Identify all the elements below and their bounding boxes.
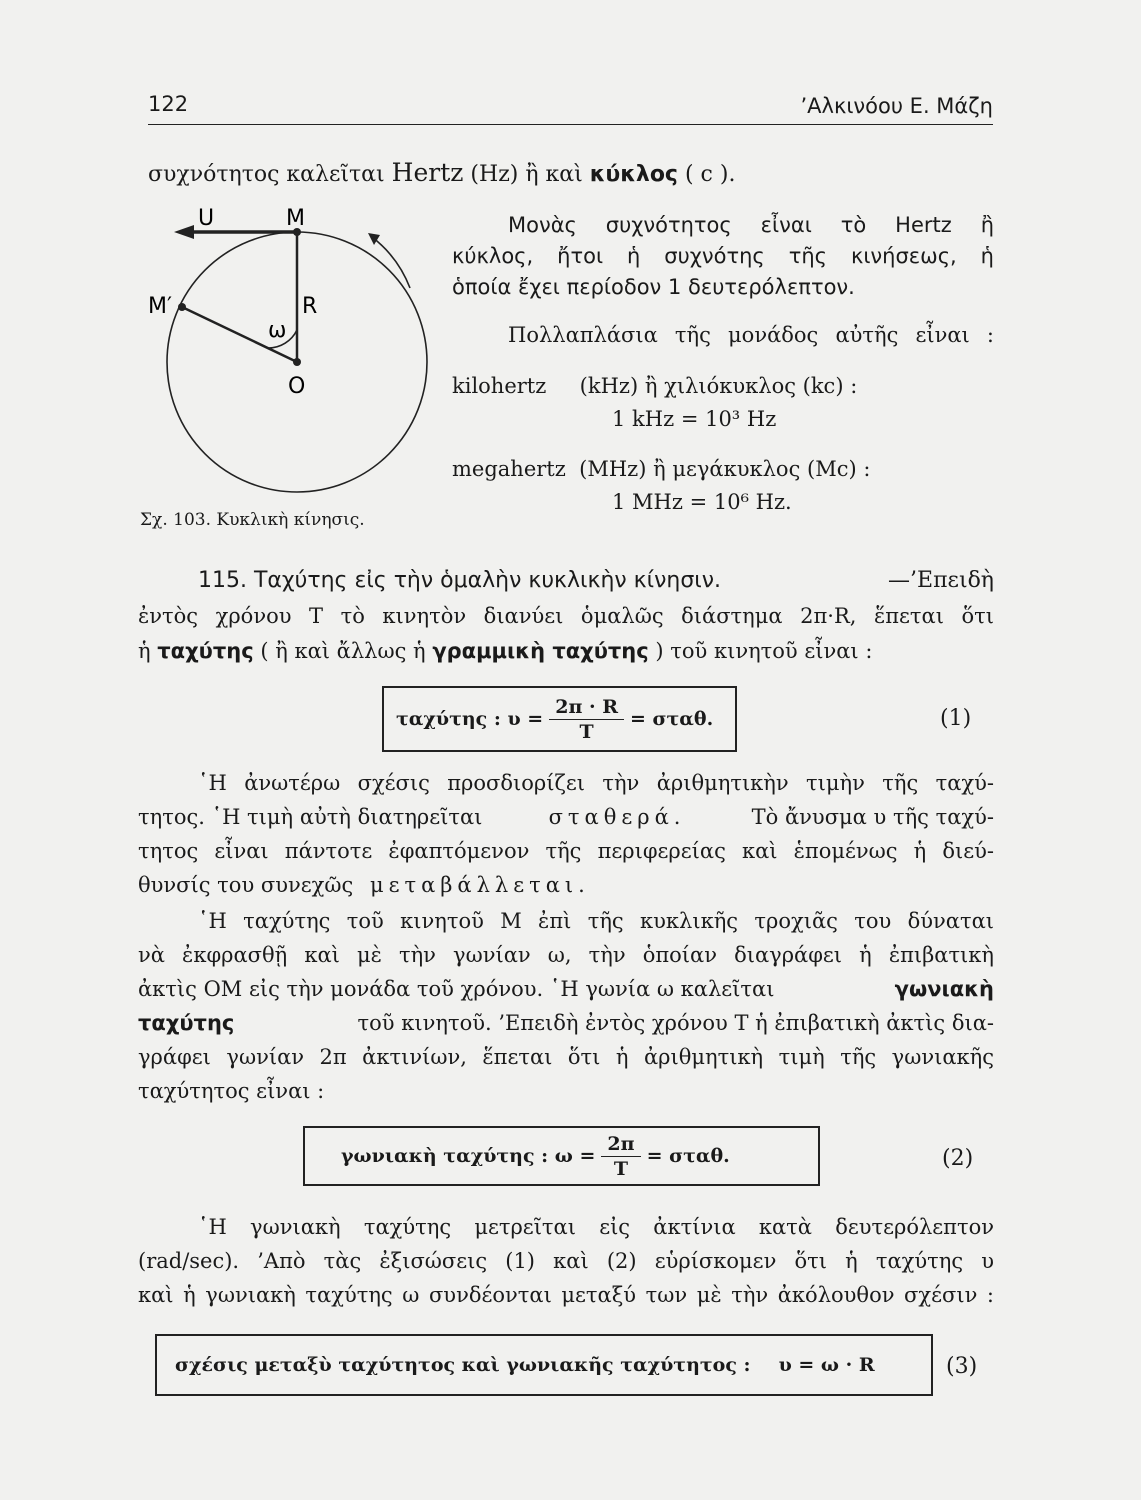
right-line-1: Μονὰς συχνότητος εἶναι τὸ Hertz ἢ [508,213,994,237]
eq1-numerator: 2π · R [549,695,624,720]
para1-l2-c: Τὸ ἄνυσμα υ τῆς ταχύ- [751,805,994,829]
megahertz-line: megahertz (MHz) ἢ μεγάκυκλος (Mc) : [452,457,871,481]
eq2-denominator: T [613,1157,629,1180]
eq1-left: ταχύτης : υ = [396,708,544,730]
para1-line-2 [138,802,994,832]
eq1-number: (1) [940,706,972,731]
para1-line-1: ῾Η ἀνωτέρω σχέσις προσδιορίζει τὴν ἀριθμητικὴν τιμὴν τῆς ταχύ- [198,771,994,795]
equation-3-box [155,1334,933,1396]
right-line-4: Πολλαπλάσια τῆς μονάδος αὐτῆς εἶναι : [508,323,994,347]
para2-l4-b: τοῦ κινητοῦ. ’Επειδὴ ἐντὸς χρόνου T ἡ ἐπιβατικὴ ἀκτὶς δια- [357,1011,994,1035]
section-line3-a: ἡ [138,639,151,663]
section-line3-e: ) τοῦ κινητοῦ εἶναι : [655,639,873,663]
equation-1-box [382,686,737,752]
label-u: U [198,206,215,231]
para1-l4-a: θυνσίς του συνεχῶς [138,873,354,897]
velocity-arrowhead-icon [174,225,194,239]
eq2-number: (2) [942,1146,974,1171]
section-line3-c: ( ἢ καὶ ἄλλως ἡ [260,639,426,663]
intro-or: ἢ καὶ [525,162,583,187]
para2-line-4 [138,1008,994,1038]
label-o: O [288,374,306,399]
para1-line-4 [138,870,994,900]
para2-line-3 [138,974,994,1004]
circular-motion-figure [140,195,440,515]
para2-l4-a: ταχύτης [138,1011,235,1035]
section-line-2: ἐντὸς χρόνου T τὸ κινητὸν διανύει ὁμαλῶς διάστημα 2π·R, ἕπεται ὅτι [138,604,994,628]
rotation-arc [372,237,410,288]
eq3-number: (3) [946,1354,978,1379]
eq2-right: = σταθ. [646,1145,730,1167]
para1-line-3: τητος εἶναι πάντοτε ἐφαπτόμενον τῆς περιφερείας καὶ ἑπομένως ἡ διεύ- [138,839,994,863]
intro-kyklos: κύκλος [589,162,678,187]
para2-line-5: γράφει γωνίαν 2π ἀκτινίων, ἕπεται ὅτι ἡ ἀριθμητικὴ τιμὴ τῆς γωνιακῆς [138,1045,994,1069]
label-m: M [286,206,305,231]
kilohertz-eq: 1 kHz = 10³ Hz [612,407,777,431]
eq2-left: γωνιακὴ ταχύτης : ω = [341,1145,596,1167]
section-heading-line [198,566,994,596]
eq3-text: σχέσις μεταξὺ ταχύτητος καὶ γωνιακῆς ταχύτητος : [175,1354,751,1376]
kilohertz-line: kilohertz (kHz) ἢ χιλιόκυκλος (kc) : [452,374,858,398]
label-omega: ω [268,318,287,343]
equation-2-box [303,1126,820,1186]
center-point-o [293,358,301,366]
section-line3-b: ταχύτης [157,639,254,663]
eq2-numerator: 2π [601,1132,640,1157]
eq3-formula: υ = ω · R [778,1354,875,1376]
eq1-fraction [549,695,624,744]
header-rule [148,124,993,125]
figure-caption: Σχ. 103. Κυκλικὴ κίνησις. [140,510,365,530]
rotation-arrowhead-icon [368,233,380,245]
intro-prefix: συχνότητος καλεῖται [148,162,385,187]
label-m-prime: M′ [148,294,172,319]
para2-line-6: ταχύτητος εἶναι : [138,1079,325,1103]
intro-c: ( c ). [684,162,736,187]
para1-l4-b: μεταβάλλεται. [369,873,590,897]
para2-l3-a: ἀκτὶς OM εἰς τὴν μονάδα τοῦ χρόνου. ῾Η γωνία ω καλεῖται [138,977,775,1001]
eq1-denominator: T [579,720,594,743]
eq2-fraction [601,1132,640,1181]
section-line3-d: γραμμικὴ ταχύτης [432,639,649,663]
para2-line-2: νὰ ἐκφρασθῇ καὶ μὲ τὴν γωνίαν ω, τὴν ὁποίαν διαγράφει ἡ ἐπιβατικὴ [138,943,994,967]
right-line-2: κύκλος, ἤτοι ἡ συχνότης τῆς κινήσεως, ἡ [452,244,994,268]
right-line-3: ὁποία ἔχει περίοδον 1 δευτερόλεπτον. [452,275,855,299]
section-line-3 [138,636,994,666]
label-r: R [302,294,318,319]
intro-hertz: Hertz [391,158,464,187]
intro-line [148,158,1014,190]
running-title: ’Αλκινόου Ε. Μάζη [800,94,993,118]
section-heading-tail: —’Επειδὴ [888,568,994,593]
para2-l3-b: γωνιακὴ [894,977,994,1001]
eq1-right: = σταθ. [629,708,714,730]
point-m-prime [178,303,186,311]
intro-hz: (Hz) [470,162,519,187]
page-number: 122 [148,92,189,116]
megahertz-eq: 1 MHz = 10⁶ Hz. [612,490,792,514]
para3-line-1: ῾Η γωνιακὴ ταχύτης μετρεῖται εἰς ἀκτίνια κατὰ δευτερόλεπτον [198,1215,994,1239]
para1-l2-a: τητος. ῾Η τιμὴ αὐτὴ διατηρεῖται [138,805,483,829]
para2-line-1: ῾Η ταχύτης τοῦ κινητοῦ M ἐπὶ τῆς κυκλικῆς τροχιᾶς του δύναται [198,909,994,933]
para3-line-3: καὶ ἡ γωνιακὴ ταχύτης ω συνδέονται μεταξύ των μὲ τὴν ἀκόλουθον σχέσιν : [138,1283,994,1307]
section-heading: 115. Ταχύτης εἰς τὴν ὁμαλὴν κυκλικὴν κίνησιν. [198,568,721,593]
para3-line-2: (rad/sec). ’Απὸ τὰς ἐξισώσεις (1) καὶ (2) εὑρίσκομεν ὅτι ἡ ταχύτης υ [138,1249,994,1273]
para1-l2-b: σταθερά. [548,805,686,829]
